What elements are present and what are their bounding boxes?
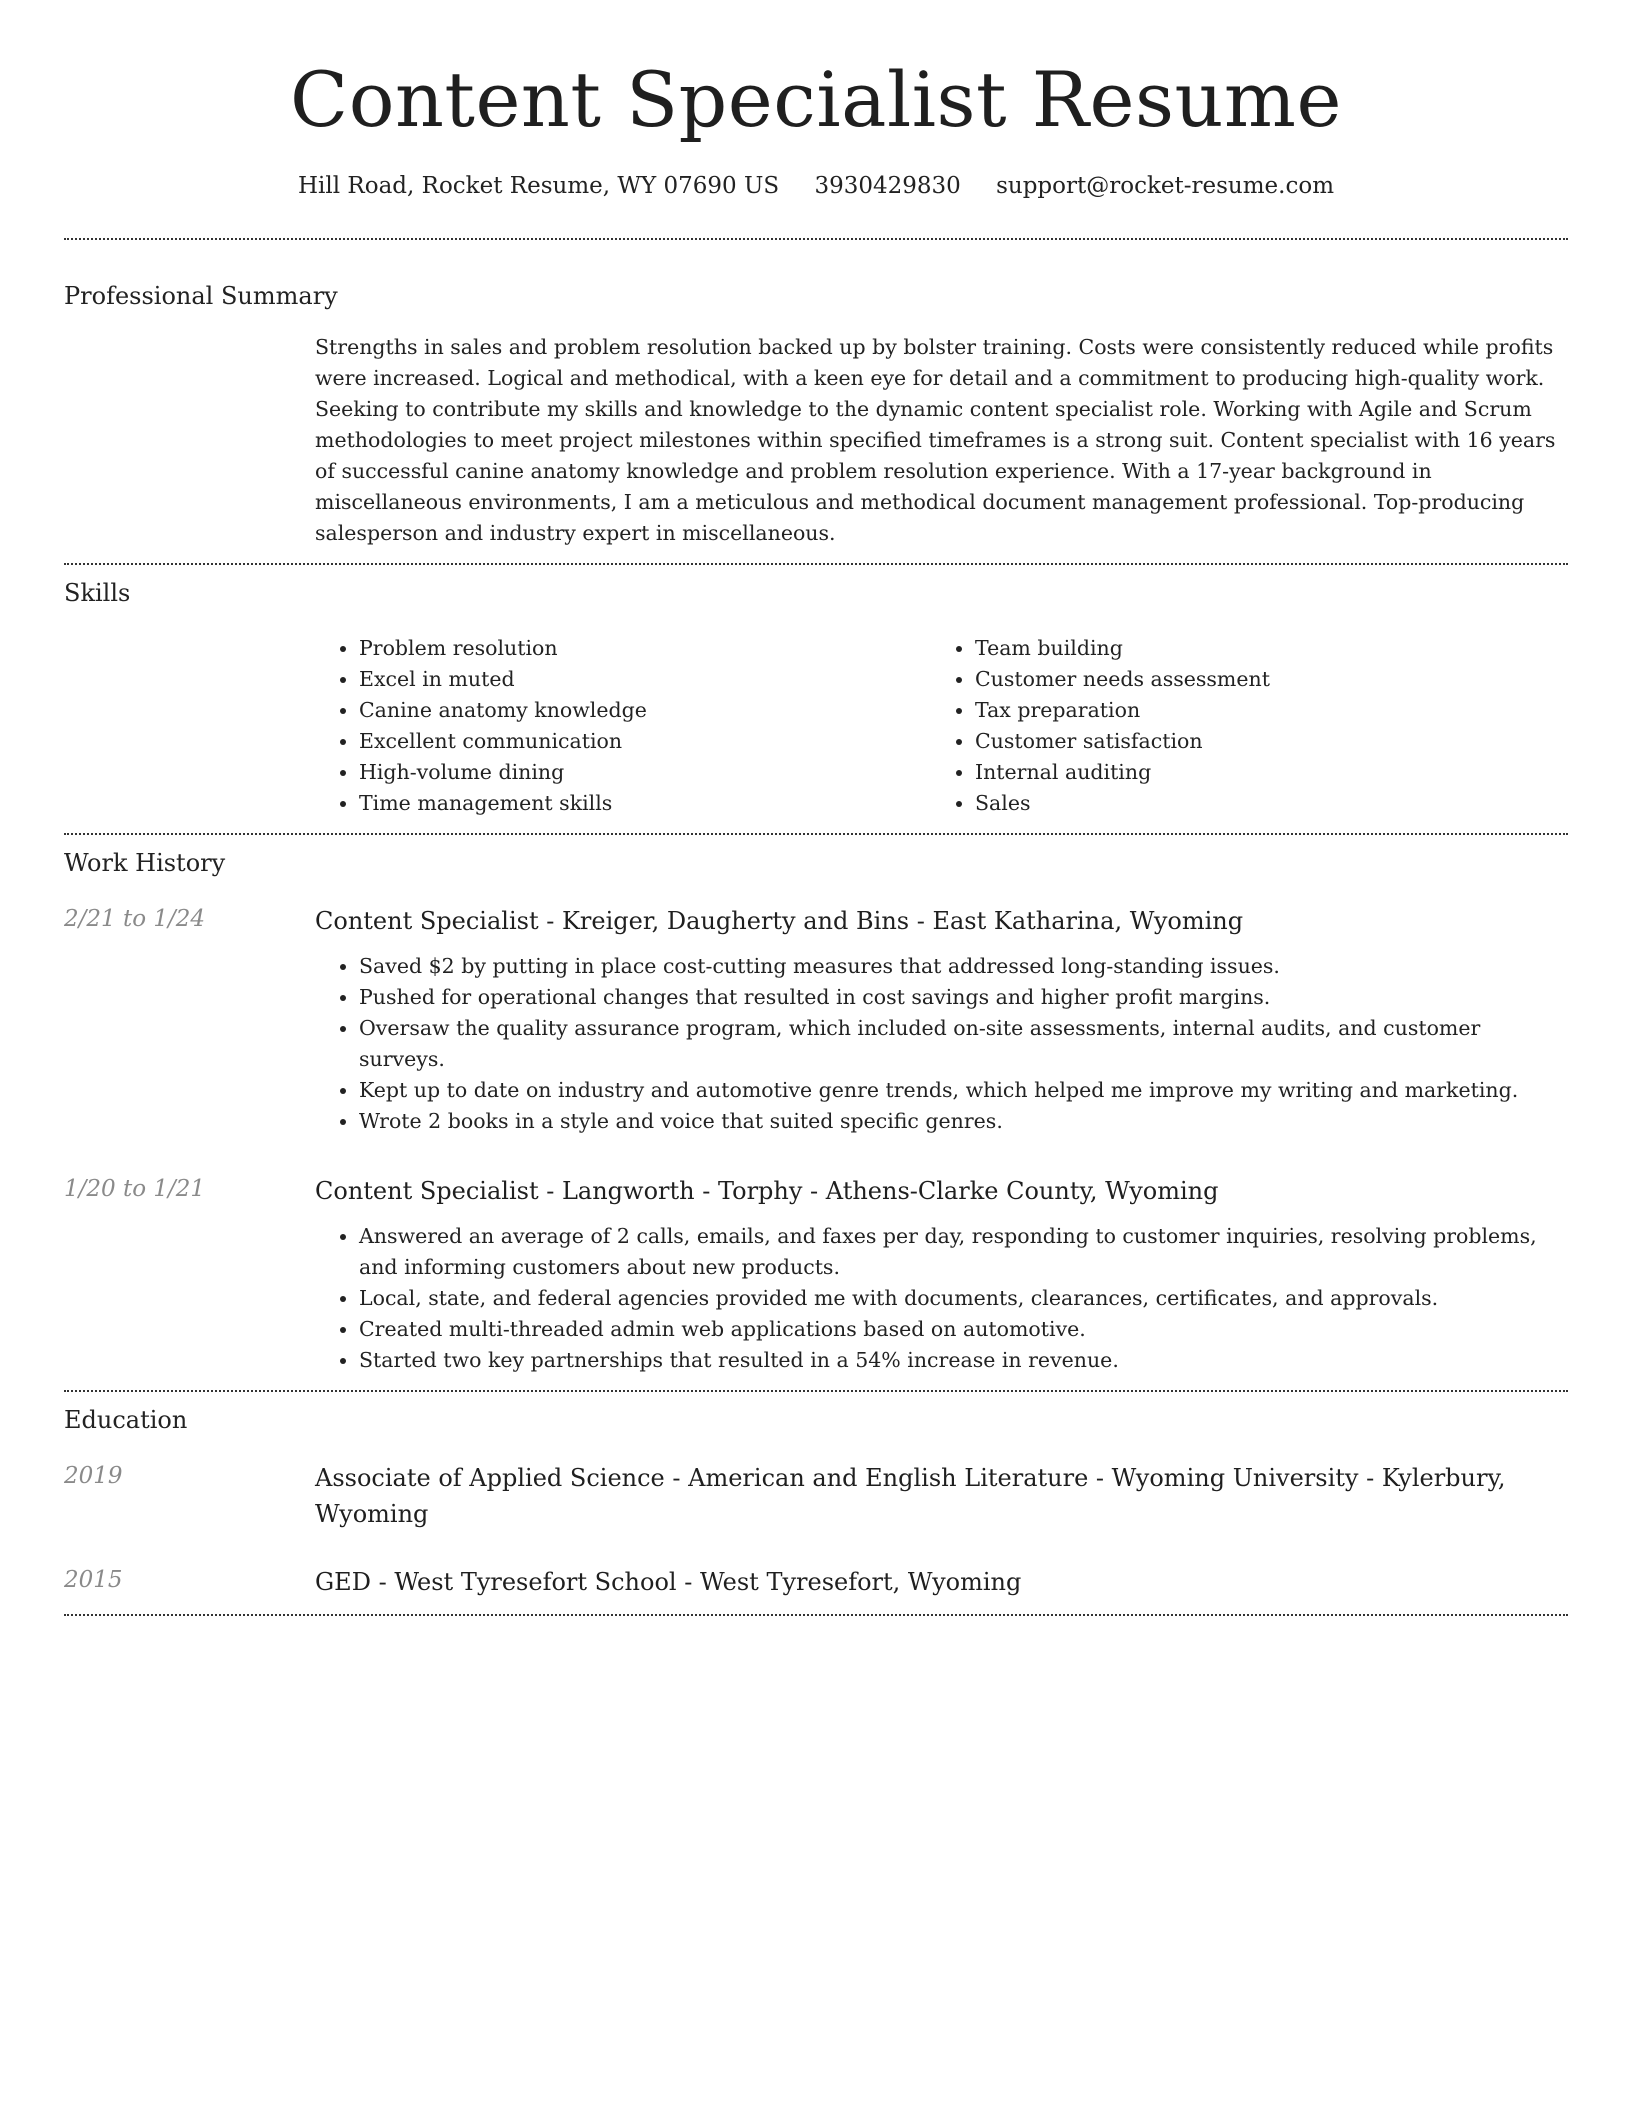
education-degree: GED [315, 1568, 371, 1596]
skills-section [64, 565, 1568, 833]
education-section [64, 1392, 1568, 1614]
work-history-section [64, 835, 1568, 1390]
contact-line [64, 170, 1568, 202]
education-date: 2019 [64, 1463, 123, 1489]
skills-grid [315, 633, 1568, 833]
education-location: Kylerbury, Wyoming [315, 1464, 1506, 1528]
education-location: West Tyresefort, Wyoming [699, 1568, 1022, 1596]
job-bullet: • Wrote 2 books in a style and voice that suited specific genres. [359, 1106, 1568, 1137]
job-location: Athens-Clarke County, Wyoming [825, 1177, 1219, 1205]
job-heading: Content Specialist - Langworth - Torphy - Athens-Clarke County, Wyoming [315, 1177, 1219, 1205]
summary-section [64, 240, 1568, 563]
education-field: American and English Literature [688, 1464, 1089, 1492]
job-bullet: • Created multi-threaded admin web applications based on automotive. [359, 1314, 1568, 1345]
skill-item: • Time management skills [359, 788, 931, 819]
skill-item: • High-volume dining [359, 757, 931, 788]
job-heading: Content Specialist - Kreiger, Daugherty and Bins - East Katharina, Wyoming [315, 907, 1244, 935]
job-company: Kreiger, Daugherty and Bins [561, 907, 910, 935]
skill-item: • Canine anatomy knowledge [359, 695, 931, 726]
job-bullet: • Answered an average of 2 calls, emails, and faxes per day, responding to customer inquiries, resolving problems, and informing customers about new products. [359, 1221, 1568, 1283]
skill-item: • Tax preparation [975, 695, 1547, 726]
section-divider [64, 1614, 1568, 1616]
education-entry [64, 1564, 1568, 1600]
skill-item: • Excellent communication [359, 726, 931, 757]
skills-list-right [931, 633, 1547, 819]
education-school: West Tyresefort School [394, 1568, 677, 1596]
job-date: 2/21 to 1/24 [64, 906, 206, 932]
summary-heading: Professional Summary [64, 282, 338, 310]
education-school: Wyoming University [1111, 1464, 1359, 1492]
contact-email: support@rocket-resume.com [996, 173, 1335, 199]
education-heading: Education [64, 1406, 188, 1434]
skill-item: • Customer satisfaction [975, 726, 1547, 757]
job-bullets [315, 1221, 1568, 1376]
skill-item: • Sales [975, 788, 1547, 819]
resume-title: Content Specialist Resume [290, 55, 1342, 144]
skills-heading: Skills [64, 579, 131, 607]
job-company: Langworth - Torphy [561, 1177, 803, 1205]
job-bullet: • Oversaw the quality assurance program, which included on-site assessments, internal audits, and customer surveys. [359, 1013, 1568, 1075]
contact-phone: 3930429830 [814, 173, 961, 199]
job-entry [64, 1173, 1568, 1376]
job-bullet: • Pushed for operational changes that resulted in cost savings and higher profit margins. [359, 982, 1568, 1013]
education-heading-line: GED - West Tyresefort School - West Tyresefort, Wyoming [315, 1568, 1022, 1596]
job-bullet: • Kept up to date on industry and automotive genre trends, which helped me improve my writing and marketing. [359, 1075, 1568, 1106]
job-title: Content Specialist [315, 907, 539, 935]
contact-address: Hill Road, Rocket Resume, WY 07690 US [297, 173, 780, 199]
education-heading-line: Associate of Applied Science - American and English Literature - Wyoming University - Kylerbury, Wyoming [315, 1464, 1506, 1528]
education-degree: Associate of Applied Science [315, 1464, 665, 1492]
summary-text: Strengths in sales and problem resolution backed up by bolster training. Costs were consistently reduced while profits were increased. Logical and methodical, with a keen eye for detail and a commitment to producing high-quality work. Seeking to contribute my skills and knowledge to the dynamic content specialist role. Working with Agile and Scrum methodologies to meet project milestones within specified timeframes is a strong suit. Content specialist with 16 years of successful canine anatomy knowledge and problem resolution experience. With a 17-year background in miscellaneous environments, I am a meticulous and methodical document management professional. Top-producing salesperson and industry expert in miscellaneous. [315, 335, 1556, 545]
job-date: 1/20 to 1/21 [64, 1176, 206, 1202]
skill-item: • Excel in muted [359, 664, 931, 695]
skills-list-left [315, 633, 931, 819]
skill-item: • Problem resolution [359, 633, 931, 664]
job-title: Content Specialist [315, 1177, 539, 1205]
job-bullet: • Saved $2 by putting in place cost-cutting measures that addressed long-standing issues. [359, 951, 1568, 982]
job-bullet: • Local, state, and federal agencies provided me with documents, clearances, certificates, and approvals. [359, 1283, 1568, 1314]
work-history-heading: Work History [64, 849, 226, 877]
job-bullet: • Started two key partnerships that resulted in a 54% increase in revenue. [359, 1345, 1568, 1376]
skill-item: • Customer needs assessment [975, 664, 1547, 695]
job-entry [64, 903, 1568, 1137]
education-date: 2015 [64, 1567, 123, 1593]
resume-header [64, 0, 1568, 202]
education-entry [64, 1460, 1568, 1532]
skill-item: • Internal auditing [975, 757, 1547, 788]
skill-item: • Team building [975, 633, 1547, 664]
job-bullets [315, 951, 1568, 1137]
job-location: East Katharina, Wyoming [932, 907, 1244, 935]
